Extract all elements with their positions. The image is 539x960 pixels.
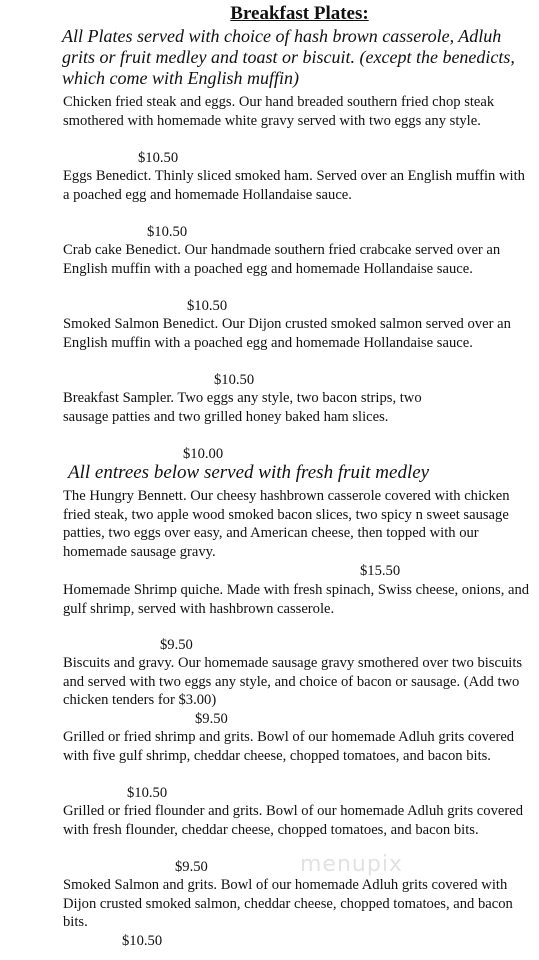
section-header-fruit-medley: All entrees below served with fresh fruit medley — [68, 462, 430, 483]
price-breakfast-sampler: $10.00 — [183, 446, 224, 462]
menu-item-crab-cake-benedict: Crab cake Benedict. Our handmade southern fried crabcake served over an English muffin with a poached egg and homemade Hollandaise sauce. — [63, 242, 501, 277]
menu-item-shrimp-and-grits: Grilled or fried shrimp and grits. Bowl of our homemade Adluh grits covered with five gulf shrimp, cheddar cheese, chopped tomatoes, and bacon bits. — [63, 729, 515, 764]
menu-item-chicken-fried-steak: Chicken fried steak and eggs. Our hand breaded southern fried chop steak smothered with homemade white gravy served with two eggs any style. — [63, 94, 495, 129]
price-biscuits-and-gravy: $9.50 — [195, 711, 228, 727]
menu-item-eggs-benedict: Eggs Benedict. Thinly sliced smoked ham. Served over an English muffin with a poached egg and homemade Hollandaise sauce. — [63, 168, 525, 203]
price-salmon-and-grits: $10.50 — [122, 933, 163, 949]
menu-item-breakfast-sampler: Breakfast Sampler. Two eggs any style, two bacon strips, two sausage patties and two grilled honey baked ham slices. — [63, 390, 422, 425]
price-shrimp-quiche: $9.50 — [160, 637, 193, 653]
price-flounder-and-grits: $9.50 — [175, 859, 208, 875]
menu-item-salmon-and-grits: Smoked Salmon and grits. Bowl of our homemade Adluh grits covered with Dijon crusted smoked salmon, cheddar cheese, chopped tomatoes, and bacon bits. — [63, 877, 513, 930]
menu-item-biscuits-and-gravy: Biscuits and gravy. Our homemade sausage gravy smothered over two biscuits and served with two eggs any style, and choice of bacon or sausage. (Add two chicken tenders for $3.00) — [63, 655, 523, 708]
price-crab-cake-benedict: $10.50 — [187, 298, 228, 314]
price-shrimp-and-grits: $10.50 — [127, 785, 168, 801]
menu-item-smoked-salmon-benedict: Smoked Salmon Benedict. Our Dijon crusted smoked salmon served over an English muffin with a poached egg and homemade Hollandaise sauce. — [63, 316, 511, 351]
menu-item-flounder-and-grits: Grilled or fried flounder and grits. Bowl of our homemade Adluh grits covered with fresh flounder, cheddar cheese, chopped tomatoes, and bacon bits. — [63, 803, 523, 838]
price-smoked-salmon-benedict: $10.50 — [214, 372, 255, 388]
price-hungry-bennett: $15.50 — [360, 563, 401, 579]
price-eggs-benedict: $10.50 — [147, 224, 188, 240]
watermark-logo: menupix — [300, 852, 403, 877]
intro-note: All Plates served with choice of hash brown casserole, Adluh grits or fruit medley and toast or biscuit. (except the benedicts, which come with English muffin) — [62, 26, 515, 88]
menu-item-shrimp-quiche: Homemade Shrimp quiche. Made with fresh spinach, Swiss cheese, onions, and gulf shrimp, served with hashbrown casserole. — [63, 582, 530, 617]
menu-item-hungry-bennett: The Hungry Bennett. Our cheesy hashbrown casserole covered with chicken fried steak, two apple wood smoked bacon slices, two spicy n sweet sausage patties, two eggs over easy, and American cheese, then topped with our homemade sausage gravy. — [63, 488, 510, 560]
menu-title: Breakfast Plates: — [230, 3, 369, 24]
price-chicken-fried-steak: $10.50 — [138, 150, 179, 166]
